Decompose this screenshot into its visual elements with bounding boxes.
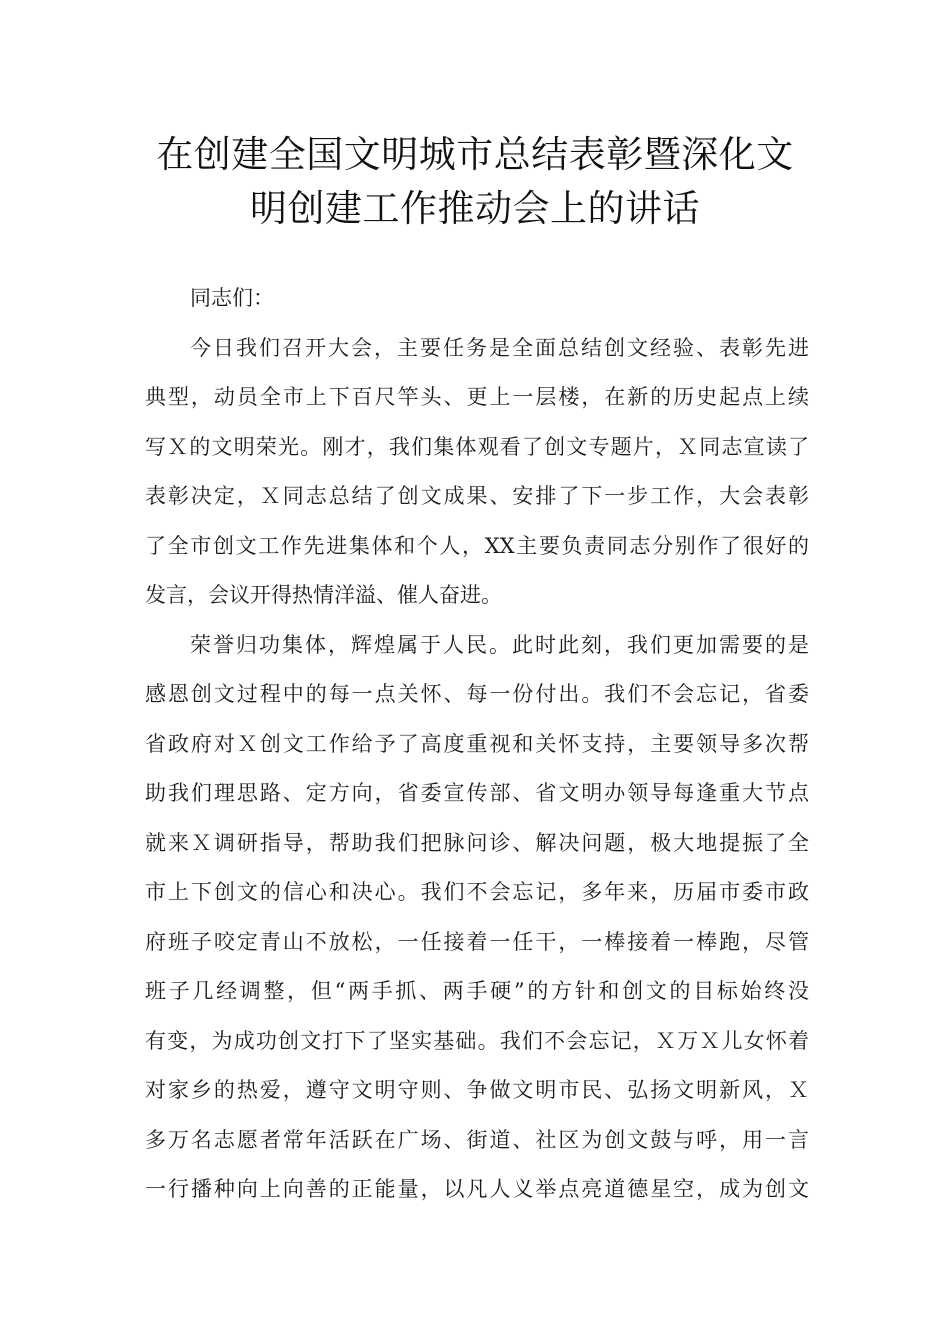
- paragraph-line: 助我们理思路、定方向，省委宣传部、省文明办领导每逢重大节点: [145, 781, 809, 805]
- paragraph-line: 发言，会议开得热情洋溢、催人奋进。: [145, 583, 502, 607]
- paragraph-line: 感恩创文过程中的每一点关怀、每一份付出。我们不会忘记，省委: [145, 682, 809, 706]
- title-line-1: 在创建全国文明城市总结表彰暨深化文: [156, 133, 794, 176]
- paragraph-line: 有变，为成功创文打下了坚实基础。我们不会忘记，Ｘ万Ｘ儿女怀着: [145, 1028, 809, 1053]
- paragraph-line: 班子几经调整，但“两手抓、两手硬”的方针和创文的目标始终没: [145, 979, 809, 1003]
- paragraph-line: 同志们：: [190, 286, 274, 310]
- paragraph-line: 了全市创文工作先进集体和个人，XX主要负责同志分别作了很好的: [145, 533, 809, 558]
- body-paragraph-2: [145, 621, 809, 1215]
- paragraph-line: 一行播种向上向善的正能量，以凡人义举点亮道德星空，成为创文: [145, 1177, 809, 1201]
- paragraph-line: 写Ｘ的文明荣光。刚才，我们集体观看了创文专题片，Ｘ同志宣读了: [145, 434, 809, 459]
- paragraph-line: 省政府对Ｘ创文工作给予了高度重视和关怀支持，主要领导多次帮: [145, 731, 809, 756]
- paragraph-line: 多万名志愿者常年活跃在广场、街道、社区为创文鼓与呼，用一言: [145, 1127, 809, 1152]
- paragraph-line: 市上下创文的信心和决心。我们不会忘记，多年来，历届市委市政: [145, 880, 809, 904]
- document-title: [120, 128, 830, 236]
- paragraph-line: 典型，动员全市上下百尺竿头、更上一层楼，在新的历史起点上续: [145, 385, 809, 409]
- paragraph-line: 府班子咬定青山不放松，一任接着一任干，一棒接着一棒跑，尽管: [145, 929, 809, 954]
- document-body: [145, 274, 809, 1215]
- body-paragraph-1: [145, 324, 809, 621]
- paragraph-line: 对家乡的热爱，遵守文明守则、争做文明市民、弘扬文明新风，Ｘ: [145, 1078, 809, 1102]
- title-line-2: 明创建工作推动会上的讲话: [250, 187, 700, 230]
- salutation-paragraph: [145, 274, 809, 324]
- paragraph-line: 今日我们召开大会，主要任务是全面总结创文经验、表彰先进: [190, 335, 809, 360]
- paragraph-line: 就来Ｘ调研指导，帮助我们把脉问诊、解决问题，极大地提振了全: [145, 830, 809, 855]
- paragraph-line: 表彰决定，Ｘ同志总结了创文成果、安排了下一步工作，大会表彰: [145, 484, 809, 508]
- paragraph-line: 荣誉归功集体，辉煌属于人民。此时此刻，我们更加需要的是: [190, 632, 809, 657]
